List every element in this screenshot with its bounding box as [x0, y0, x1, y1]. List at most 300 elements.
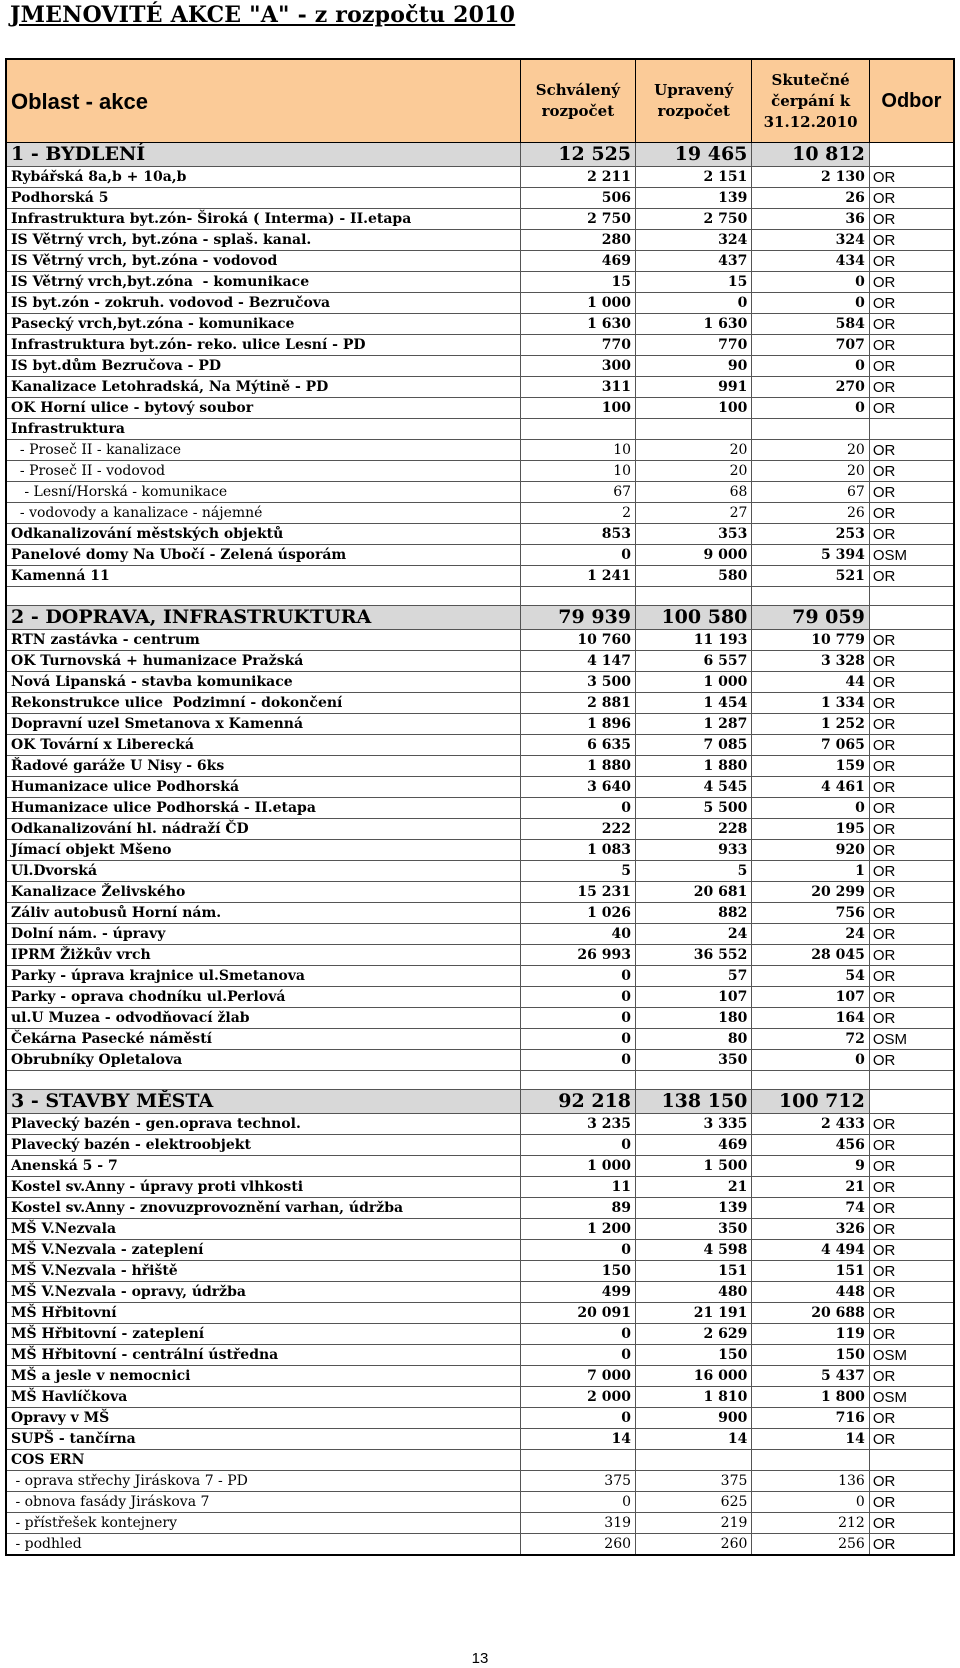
cell-name: Odkanalizování hl. nádraží ČD: [6, 819, 520, 840]
spacer-row: [6, 587, 954, 606]
cell-skutecne: 28 045: [752, 945, 869, 966]
cell-schvaleny: 15 231: [520, 882, 635, 903]
cell-skutecne: 456: [752, 1135, 869, 1156]
cell-odbor: OR: [869, 1534, 954, 1556]
cell-name: Záliv autobusů Horní nám.: [6, 903, 520, 924]
cell-schvaleny: 92 218: [520, 1090, 635, 1114]
cell-name: Kamenná 11: [6, 566, 520, 587]
cell-name: - přístřešek kontejnery: [6, 1513, 520, 1534]
cell-odbor: OR: [869, 503, 954, 524]
cell-odbor: [869, 1450, 954, 1471]
cell-schvaleny: 770: [520, 335, 635, 356]
cell-skutecne: 584: [752, 314, 869, 335]
table-row: [6, 314, 954, 335]
cell-skutecne: 920: [752, 840, 869, 861]
cell-odbor: OR: [869, 272, 954, 293]
cell-schvaleny: 12 525: [520, 143, 635, 167]
cell-odbor: OR: [869, 1408, 954, 1429]
cell-upraveny: 24: [636, 924, 752, 945]
cell-schvaleny: 3 235: [520, 1114, 635, 1135]
cell-name: Kostel sv.Anny - úpravy proti vlhkosti: [6, 1177, 520, 1198]
table-row: [6, 630, 954, 651]
cell-odbor: OR: [869, 566, 954, 587]
cell-schvaleny: [520, 1450, 635, 1471]
cell-schvaleny: 4 147: [520, 651, 635, 672]
cell-skutecne: 756: [752, 903, 869, 924]
section-row: [6, 143, 954, 167]
cell-upraveny: [636, 587, 752, 606]
cell-skutecne: 100 712: [752, 1090, 869, 1114]
cell-skutecne: 195: [752, 819, 869, 840]
cell-skutecne: 21: [752, 1177, 869, 1198]
cell-odbor: OR: [869, 777, 954, 798]
cell-odbor: OR: [869, 924, 954, 945]
cell-odbor: [869, 587, 954, 606]
cell-skutecne: 326: [752, 1219, 869, 1240]
cell-name: MŠ V.Nezvala - hřiště: [6, 1261, 520, 1282]
cell-odbor: OR: [869, 1198, 954, 1219]
cell-upraveny: 139: [636, 188, 752, 209]
cell-odbor: OR: [869, 798, 954, 819]
cell-upraveny: 139: [636, 1198, 752, 1219]
cell-upraveny: 6 557: [636, 651, 752, 672]
cell-upraveny: 5: [636, 861, 752, 882]
cell-name: Humanizace ulice Podhorská - II.etapa: [6, 798, 520, 819]
cell-upraveny: 882: [636, 903, 752, 924]
table-row: [6, 1408, 954, 1429]
cell-name: IS byt.dům Bezručova - PD: [6, 356, 520, 377]
cell-schvaleny: 0: [520, 1240, 635, 1261]
cell-schvaleny: 1 000: [520, 293, 635, 314]
cell-name: Rybářská 8a,b + 10a,b: [6, 167, 520, 188]
cell-odbor: OR: [869, 230, 954, 251]
cell-name: IS Větrný vrch, byt.zóna - vodovod: [6, 251, 520, 272]
cell-schvaleny: 2 750: [520, 209, 635, 230]
table-row: [6, 1156, 954, 1177]
cell-skutecne: 107: [752, 987, 869, 1008]
cell-schvaleny: 20 091: [520, 1303, 635, 1324]
cell-schvaleny: 26 993: [520, 945, 635, 966]
cell-upraveny: 1 287: [636, 714, 752, 735]
table-row: [6, 798, 954, 819]
cell-odbor: OR: [869, 987, 954, 1008]
cell-odbor: OR: [869, 1219, 954, 1240]
table-row: [6, 1177, 954, 1198]
cell-skutecne: 253: [752, 524, 869, 545]
table-row: [6, 545, 954, 566]
cell-schvaleny: 499: [520, 1282, 635, 1303]
cell-skutecne: 448: [752, 1282, 869, 1303]
cell-odbor: OR: [869, 1492, 954, 1513]
cell-odbor: OR: [869, 440, 954, 461]
cell-upraveny: 68: [636, 482, 752, 503]
cell-skutecne: 5 394: [752, 545, 869, 566]
table-row: [6, 966, 954, 987]
cell-upraveny: 5 500: [636, 798, 752, 819]
table-row: [6, 987, 954, 1008]
cell-odbor: OR: [869, 461, 954, 482]
cell-name: [6, 587, 520, 606]
cell-skutecne: 434: [752, 251, 869, 272]
section-row: [6, 606, 954, 630]
cell-name: Parky - oprava chodníku ul.Perlová: [6, 987, 520, 1008]
cell-odbor: OR: [869, 903, 954, 924]
cell-skutecne: 0: [752, 356, 869, 377]
cell-upraveny: 375: [636, 1471, 752, 1492]
cell-schvaleny: 300: [520, 356, 635, 377]
cell-skutecne: [752, 1450, 869, 1471]
table-row: [6, 1135, 954, 1156]
cell-name: - podhled: [6, 1534, 520, 1556]
cell-odbor: OR: [869, 335, 954, 356]
cell-name: 2 - DOPRAVA, INFRASTRUKTURA: [6, 606, 520, 630]
cell-schvaleny: 3 640: [520, 777, 635, 798]
cell-name: MŠ V.Nezvala - opravy, údržba: [6, 1282, 520, 1303]
cell-name: Kostel sv.Anny - znovuzprovoznění varhan, údržba: [6, 1198, 520, 1219]
cell-upraveny: 20: [636, 440, 752, 461]
cell-name: Humanizace ulice Podhorská: [6, 777, 520, 798]
cell-schvaleny: 1 200: [520, 1219, 635, 1240]
page-number: 13: [471, 1650, 489, 1667]
document-title: JMENOVITÉ AKCE "A" - z rozpočtu 2010: [10, 2, 516, 28]
cell-name: Opravy v MŠ: [6, 1408, 520, 1429]
cell-odbor: OR: [869, 1513, 954, 1534]
cell-odbor: OR: [869, 1282, 954, 1303]
table-row: [6, 1471, 954, 1492]
cell-name: IPRM Žižkův vrch: [6, 945, 520, 966]
table-row: [6, 1303, 954, 1324]
cell-name: Anenská 5 - 7: [6, 1156, 520, 1177]
table-row: [6, 1240, 954, 1261]
cell-odbor: OR: [869, 356, 954, 377]
table-row: [6, 1114, 954, 1135]
cell-odbor: OR: [869, 377, 954, 398]
cell-upraveny: 219: [636, 1513, 752, 1534]
cell-upraveny: 27: [636, 503, 752, 524]
cell-name: Jímací objekt Mšeno: [6, 840, 520, 861]
table-row: [6, 188, 954, 209]
cell-schvaleny: 150: [520, 1261, 635, 1282]
cell-odbor: OR: [869, 756, 954, 777]
cell-odbor: OR: [869, 1114, 954, 1135]
cell-skutecne: 7 065: [752, 735, 869, 756]
cell-schvaleny: 1 083: [520, 840, 635, 861]
cell-name: Odkanalizování městských objektů: [6, 524, 520, 545]
cell-skutecne: 20 688: [752, 1303, 869, 1324]
cell-upraveny: 180: [636, 1008, 752, 1029]
cell-name: Kanalizace Želivského: [6, 882, 520, 903]
cell-upraveny: 228: [636, 819, 752, 840]
cell-skutecne: 20: [752, 461, 869, 482]
cell-name: - vodovody a kanalizace - nájemné: [6, 503, 520, 524]
table-row: [6, 1345, 954, 1366]
cell-odbor: [869, 1071, 954, 1090]
cell-skutecne: 20 299: [752, 882, 869, 903]
cell-skutecne: 0: [752, 798, 869, 819]
cell-upraveny: 4 598: [636, 1240, 752, 1261]
cell-schvaleny: 260: [520, 1534, 635, 1556]
cell-skutecne: 26: [752, 188, 869, 209]
cell-odbor: OR: [869, 1471, 954, 1492]
cell-skutecne: 521: [752, 566, 869, 587]
cell-name: Panelové domy Na Ubočí - Zelená úsporám: [6, 545, 520, 566]
cell-name: ul.U Muzea - odvodňovací žlab: [6, 1008, 520, 1029]
table-row: [6, 1282, 954, 1303]
cell-schvaleny: [520, 419, 635, 440]
cell-name: IS Větrný vrch, byt.zóna - splaš. kanal.: [6, 230, 520, 251]
table-row: [6, 461, 954, 482]
table-row: [6, 1324, 954, 1345]
cell-schvaleny: 506: [520, 188, 635, 209]
table-row: [6, 819, 954, 840]
cell-upraveny: 1 630: [636, 314, 752, 335]
cell-schvaleny: 10 760: [520, 630, 635, 651]
cell-name: Rekonstrukce ulice Podzimní - dokončení: [6, 693, 520, 714]
cell-schvaleny: 319: [520, 1513, 635, 1534]
header-schvaleny: Schválený rozpočet: [520, 59, 635, 143]
cell-name: SUPŠ - tančírna: [6, 1429, 520, 1450]
cell-schvaleny: 2 881: [520, 693, 635, 714]
header-oblast: Oblast - akce: [6, 59, 520, 143]
cell-schvaleny: 10: [520, 440, 635, 461]
cell-schvaleny: 0: [520, 1050, 635, 1071]
cell-upraveny: 19 465: [636, 143, 752, 167]
cell-upraveny: [636, 1071, 752, 1090]
cell-skutecne: 256: [752, 1534, 869, 1556]
cell-upraveny: 11 193: [636, 630, 752, 651]
cell-name: RTN zastávka - centrum: [6, 630, 520, 651]
cell-skutecne: 74: [752, 1198, 869, 1219]
cell-skutecne: 10 812: [752, 143, 869, 167]
cell-upraveny: 260: [636, 1534, 752, 1556]
cell-skutecne: 44: [752, 672, 869, 693]
cell-odbor: OR: [869, 1261, 954, 1282]
cell-upraveny: 80: [636, 1029, 752, 1050]
table-row: [6, 651, 954, 672]
cell-name: OK Turnovská + humanizace Pražská: [6, 651, 520, 672]
table-row: [6, 524, 954, 545]
cell-schvaleny: 0: [520, 1008, 635, 1029]
cell-odbor: OR: [869, 630, 954, 651]
cell-name: - Lesní/Horská - komunikace: [6, 482, 520, 503]
cell-odbor: OR: [869, 188, 954, 209]
table-row: [6, 924, 954, 945]
table-row: [6, 714, 954, 735]
cell-schvaleny: 0: [520, 966, 635, 987]
cell-odbor: [869, 1090, 954, 1114]
cell-schvaleny: 222: [520, 819, 635, 840]
cell-skutecne: 1: [752, 861, 869, 882]
cell-odbor: OR: [869, 482, 954, 503]
cell-upraveny: 57: [636, 966, 752, 987]
cell-skutecne: 0: [752, 1050, 869, 1071]
cell-odbor: OR: [869, 714, 954, 735]
table-row: [6, 503, 954, 524]
cell-upraveny: 16 000: [636, 1366, 752, 1387]
cell-odbor: OSM: [869, 1387, 954, 1408]
table-row: [6, 209, 954, 230]
cell-upraveny: 580: [636, 566, 752, 587]
cell-skutecne: 5 437: [752, 1366, 869, 1387]
cell-name: Obrubníky Opletalova: [6, 1050, 520, 1071]
table-row: [6, 1429, 954, 1450]
cell-skutecne: 67: [752, 482, 869, 503]
spacer-row: [6, 1071, 954, 1090]
cell-schvaleny: 1 880: [520, 756, 635, 777]
cell-skutecne: 1 334: [752, 693, 869, 714]
table-row: [6, 1198, 954, 1219]
cell-name: Parky - úprava krajnice ul.Smetanova: [6, 966, 520, 987]
cell-schvaleny: 0: [520, 1492, 635, 1513]
table-row: [6, 1450, 954, 1471]
cell-skutecne: 707: [752, 335, 869, 356]
cell-skutecne: 716: [752, 1408, 869, 1429]
table-row: [6, 251, 954, 272]
cell-odbor: OR: [869, 293, 954, 314]
cell-upraveny: 1 810: [636, 1387, 752, 1408]
cell-upraveny: 1 000: [636, 672, 752, 693]
cell-name: IS Větrný vrch,byt.zóna - komunikace: [6, 272, 520, 293]
cell-name: Pasecký vrch,byt.zóna - komunikace: [6, 314, 520, 335]
cell-schvaleny: 853: [520, 524, 635, 545]
cell-upraveny: 2 750: [636, 209, 752, 230]
cell-upraveny: 138 150: [636, 1090, 752, 1114]
cell-schvaleny: 89: [520, 1198, 635, 1219]
table-row: [6, 756, 954, 777]
cell-upraveny: 350: [636, 1219, 752, 1240]
section-row: [6, 1090, 954, 1114]
cell-skutecne: 164: [752, 1008, 869, 1029]
table-row: [6, 1050, 954, 1071]
cell-odbor: [869, 419, 954, 440]
cell-schvaleny: 15: [520, 272, 635, 293]
cell-upraveny: [636, 419, 752, 440]
cell-skutecne: 24: [752, 924, 869, 945]
table-row: [6, 1219, 954, 1240]
cell-upraveny: 469: [636, 1135, 752, 1156]
cell-schvaleny: [520, 587, 635, 606]
cell-skutecne: 270: [752, 377, 869, 398]
cell-odbor: OR: [869, 819, 954, 840]
cell-schvaleny: 0: [520, 1324, 635, 1345]
cell-skutecne: 14: [752, 1429, 869, 1450]
cell-upraveny: 36 552: [636, 945, 752, 966]
table-row: [6, 777, 954, 798]
table-row: [6, 840, 954, 861]
cell-odbor: OR: [869, 251, 954, 272]
cell-odbor: OSM: [869, 1345, 954, 1366]
cell-skutecne: [752, 419, 869, 440]
cell-schvaleny: 0: [520, 1345, 635, 1366]
cell-upraveny: 100 580: [636, 606, 752, 630]
cell-schvaleny: 40: [520, 924, 635, 945]
cell-schvaleny: 1 000: [520, 1156, 635, 1177]
cell-skutecne: 0: [752, 1492, 869, 1513]
cell-schvaleny: 14: [520, 1429, 635, 1450]
cell-odbor: OR: [869, 1366, 954, 1387]
cell-upraveny: 353: [636, 524, 752, 545]
cell-odbor: OR: [869, 882, 954, 903]
cell-upraveny: 20: [636, 461, 752, 482]
cell-upraveny: 4 545: [636, 777, 752, 798]
cell-upraveny: 324: [636, 230, 752, 251]
cell-odbor: OR: [869, 1008, 954, 1029]
cell-schvaleny: 0: [520, 545, 635, 566]
table-row: [6, 1008, 954, 1029]
cell-odbor: OSM: [869, 1029, 954, 1050]
cell-skutecne: 0: [752, 293, 869, 314]
cell-upraveny: 150: [636, 1345, 752, 1366]
cell-schvaleny: 0: [520, 1029, 635, 1050]
cell-name: MŠ a jesle v nemocnici: [6, 1366, 520, 1387]
cell-skutecne: 54: [752, 966, 869, 987]
table-row: [6, 440, 954, 461]
cell-schvaleny: 2: [520, 503, 635, 524]
cell-odbor: OR: [869, 966, 954, 987]
cell-skutecne: 20: [752, 440, 869, 461]
cell-name: Infrastruktura byt.zón- Široká ( Interma) - II.etapa: [6, 209, 520, 230]
cell-upraveny: 2 151: [636, 167, 752, 188]
table-row: [6, 945, 954, 966]
cell-skutecne: 2 433: [752, 1114, 869, 1135]
cell-name: Plavecký bazén - gen.oprava technol.: [6, 1114, 520, 1135]
table-row: [6, 335, 954, 356]
cell-odbor: [869, 143, 954, 167]
cell-upraveny: 3 335: [636, 1114, 752, 1135]
cell-schvaleny: 0: [520, 1408, 635, 1429]
cell-name: Dolní nám. - úpravy: [6, 924, 520, 945]
cell-odbor: OR: [869, 1303, 954, 1324]
cell-name: MŠ Hřbitovní - zateplení: [6, 1324, 520, 1345]
cell-schvaleny: 2 211: [520, 167, 635, 188]
cell-schvaleny: 7 000: [520, 1366, 635, 1387]
table-row: [6, 566, 954, 587]
table-row: [6, 293, 954, 314]
table-row: [6, 693, 954, 714]
table-row: [6, 672, 954, 693]
cell-odbor: OR: [869, 524, 954, 545]
cell-skutecne: 1 800: [752, 1387, 869, 1408]
cell-schvaleny: 0: [520, 987, 635, 1008]
cell-schvaleny: [520, 1071, 635, 1090]
cell-name: OK Horní ulice - bytový soubor: [6, 398, 520, 419]
cell-skutecne: 0: [752, 398, 869, 419]
cell-name: Dopravní uzel Smetanova x Kamenná: [6, 714, 520, 735]
cell-schvaleny: 280: [520, 230, 635, 251]
cell-odbor: OR: [869, 209, 954, 230]
cell-skutecne: 72: [752, 1029, 869, 1050]
cell-odbor: OR: [869, 1429, 954, 1450]
cell-name: Ul.Dvorská: [6, 861, 520, 882]
cell-name: - oprava střechy Jiráskova 7 - PD: [6, 1471, 520, 1492]
table-row: [6, 377, 954, 398]
cell-upraveny: 350: [636, 1050, 752, 1071]
cell-upraveny: 900: [636, 1408, 752, 1429]
cell-schvaleny: 469: [520, 251, 635, 272]
cell-odbor: OR: [869, 1050, 954, 1071]
cell-upraveny: [636, 1450, 752, 1471]
cell-upraveny: 625: [636, 1492, 752, 1513]
header-upraveny: Upravený rozpočet: [636, 59, 752, 143]
cell-schvaleny: 0: [520, 1135, 635, 1156]
cell-name: MŠ V.Nezvala - zateplení: [6, 1240, 520, 1261]
cell-skutecne: 119: [752, 1324, 869, 1345]
cell-upraveny: 0: [636, 293, 752, 314]
cell-skutecne: 212: [752, 1513, 869, 1534]
cell-odbor: OSM: [869, 545, 954, 566]
cell-upraveny: 15: [636, 272, 752, 293]
cell-odbor: OR: [869, 840, 954, 861]
